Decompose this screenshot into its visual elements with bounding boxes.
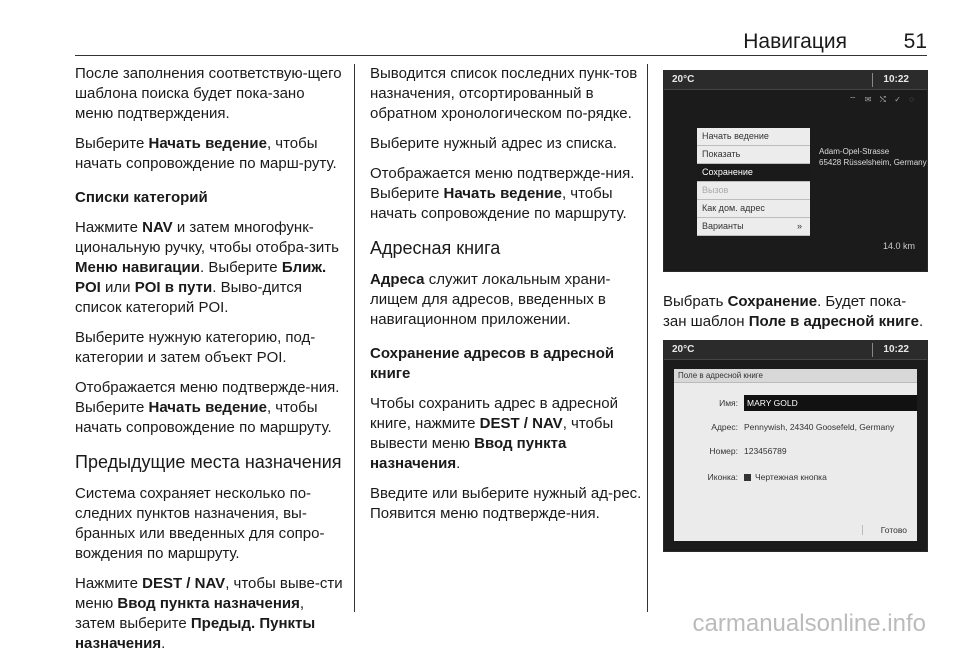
nav-screenshot-confirm (663, 70, 928, 272)
paragraph: Нажмите DEST / NAV, чтобы выве-сти меню Ввод пункта назначения, затем выберите Предыд. Пункты назначения. (75, 575, 343, 652)
paragraph: Выберите нужный адрес из списка. (370, 135, 617, 152)
paragraph: Выберите нужную категорию, под-категории и затем объект POI. (75, 329, 316, 366)
watermark: carmanualsonline.info (692, 610, 926, 637)
column-3 (663, 292, 928, 342)
clock: 10:22 (883, 344, 909, 355)
paragraph: Адреса служит локальным храни-лищем для адресов, введенных в навигационном приложении. (370, 271, 611, 328)
field-icon[interactable]: Иконка: Чертежная кнопка (707, 472, 827, 482)
section-title: Навигация (743, 30, 847, 53)
paragraph: Система сохраняет несколько по-следних пунктов назначения, вы-бранных или введенных для сопро-вождения по маршруту. (75, 485, 325, 562)
column-divider (354, 64, 355, 612)
paragraph: Нажмите NAV и затем многофунк-циональную ручку, чтобы отобра-зить Меню навигации. Выберите Ближ. POI или POI в пути. Выво-дится список категорий POI. (75, 219, 339, 316)
column-divider (647, 64, 648, 612)
paragraph: Отображается меню подтвержде-ния. Выберите Начать ведение, чтобы начать сопровождение по маршруту. (75, 379, 340, 436)
nav-screenshot-addressbook (663, 340, 928, 552)
form-title: Поле в адресной книге (674, 369, 917, 383)
pushpin-icon (744, 474, 751, 481)
address-book-form (674, 369, 917, 541)
menu-item-options[interactable]: Варианты » (697, 218, 810, 236)
paragraph: Отображается меню подтвержде-ния. Выберите Начать ведение, чтобы начать сопровождение по маршруту. (370, 165, 635, 222)
chevron-right-icon: » (796, 221, 802, 231)
menu-item-call: Вызов (697, 182, 810, 200)
menu-item-set-home[interactable]: Как дом. адрес (697, 200, 810, 218)
field-address[interactable]: Адрес: Pennywish, 24340 Goosefeld, Germany (711, 422, 895, 432)
section-heading: Предыдущие места назначения (75, 452, 342, 472)
paragraph: Выбрать Сохранение. Будет пока-зан шаблон Поле в адресной книге. (663, 293, 924, 330)
paragraph: После заполнения соответствую-щего шаблона поиска будет пока-зано меню подтверждения. (75, 65, 342, 122)
page-header (75, 30, 927, 54)
paragraph: Чтобы сохранить адрес в адресной книге, нажмите DEST / NAV, чтобы вывести меню Ввод пункта назначения. (370, 395, 618, 472)
destination-address: Adam-Opel-Strasse 65428 Rüsselsheim, Germany (819, 147, 927, 167)
header-rule (75, 55, 927, 56)
status-icons: ⌔ ✉ ⤭ ✓ ◌ (849, 95, 917, 104)
menu-item-start-guidance[interactable]: Начать ведение (697, 128, 810, 146)
field-number[interactable]: Номер: 123456789 (709, 446, 787, 456)
menu-item-save[interactable]: Сохранение (697, 164, 810, 182)
done-button[interactable]: Готово (862, 525, 907, 535)
menu-item-show[interactable]: Показать (697, 146, 810, 164)
column-2 (370, 64, 642, 534)
paragraph: Выберите Начать ведение, чтобы начать сопровождение по марш-руту. (75, 135, 337, 172)
confirm-menu (697, 128, 810, 236)
clock: 10:22 (883, 74, 909, 85)
status-bar (664, 341, 927, 360)
section-heading: Адресная книга (370, 238, 501, 258)
temperature: 20°C (672, 344, 695, 355)
page-number: 51 (903, 30, 927, 53)
status-bar (664, 71, 927, 90)
paragraph: Выводится список последних пунк-тов назначения, отсортированный в обратном хронологическом по-рядке. (370, 65, 638, 122)
field-name[interactable]: Имя: MARY GOLD (674, 395, 917, 411)
paragraph: Введите или выберите нужный ад-рес. Появится меню подтвержде-ния. (370, 485, 642, 522)
temperature: 20°C (672, 74, 695, 85)
subheading: Сохранение адресов в адресной книге (370, 345, 615, 382)
distance: 14.0 km (882, 241, 915, 251)
column-1 (75, 64, 345, 664)
subheading: Списки категорий (75, 189, 208, 206)
